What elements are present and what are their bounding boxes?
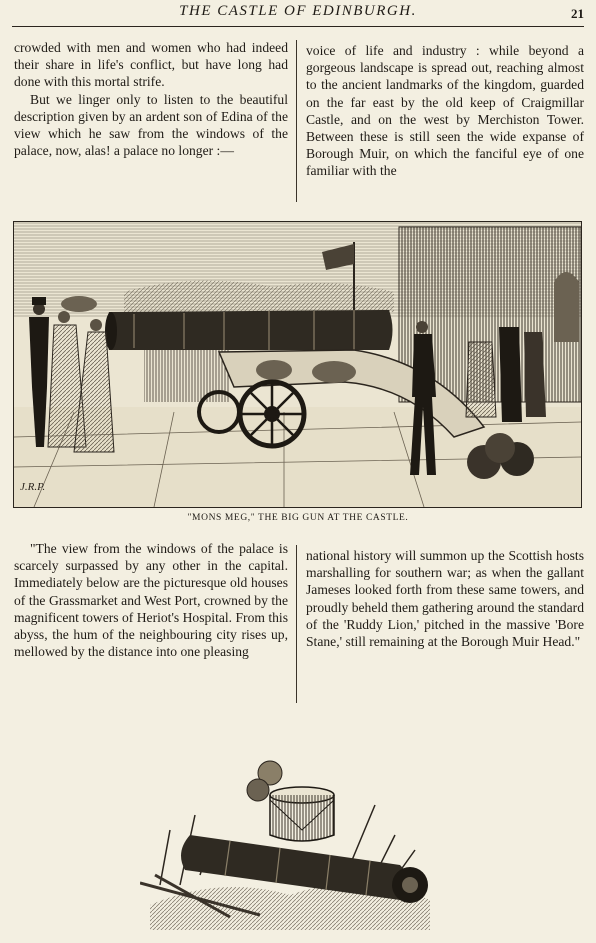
- page-number: 21: [571, 6, 584, 21]
- illustration-caption: "MONS MEG," THE BIG GUN AT THE CASTLE.: [187, 513, 409, 523]
- artist-signature: J.R.P.: [20, 481, 46, 493]
- paragraph: crowded with men and women who had indeed their share in life's conflict, but have long had done with this mortal strife.: [14, 40, 288, 90]
- paragraph: "The view from the windows of the palace is scarcely surpassed by any other in the capital. Immediately below are the picturesque old houses of the Grassmarket and West Port, crowned by the magnificent towers of Heriot's Hospital. From this abyss, the hum of the neighbouring city rises up, mellowed by the distance into one pleasing: [14, 541, 288, 660]
- paragraph: But we linger only to listen to the beautiful description given by an ardent son of Edina of the view which he saw from the windows of the palace, now, alas! a palace no longer :—: [14, 91, 288, 159]
- column-divider: [296, 40, 297, 202]
- paragraph: national history will summon up the Scottish hosts marshalling for southern war; as when the gallant Jameses looked forth from these same towers, and proudly beheld them gathering around the standard of the 'Ruddy Lion,' pitched in the massive 'Bore Stane,' still remaining at the Borough Muir Head.": [306, 548, 584, 650]
- tailpiece-illustration: [140, 735, 440, 930]
- engraving-artwork: [14, 222, 581, 507]
- text-column-bottom-right: [306, 547, 584, 650]
- mons-meg-illustration: [13, 221, 582, 508]
- column-divider: [296, 545, 297, 703]
- running-title: THE CASTLE OF EDINBURGH.: [179, 3, 417, 19]
- paragraph: voice of life and industry : while beyond a gorgeous landscape is spread out, reaching almost to the ancient landmarks of the kingdom, guarded on the far east by the old keep of Craigmillar Castle, and on the west by Merchiston Tower. Between these is still seen the wide expanse of Borough Muir, on which the fanciful eye of one familiar with the: [306, 43, 584, 179]
- text-column-top-right: [306, 42, 584, 180]
- running-header: [12, 0, 584, 27]
- text-column-top-left: [14, 39, 288, 159]
- text-column-bottom-left: [14, 540, 288, 660]
- cannon-drum-vignette: [140, 735, 440, 930]
